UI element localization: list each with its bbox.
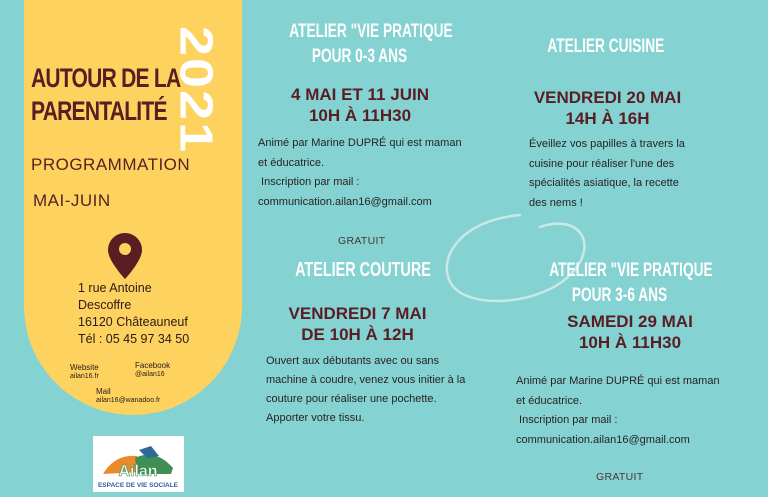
event-3-heading-line-1: ATELIER COUTURE (295, 259, 431, 281)
event-2-date (520, 87, 695, 129)
event-4-date-line-1: SAMEDI 29 MAI (567, 312, 693, 331)
event-4-date (550, 311, 710, 353)
event-4-date-line-2: 10H À 11H30 (578, 333, 682, 352)
address-line-2: Descoffre (78, 298, 132, 312)
event-1-description (258, 134, 462, 212)
facebook-contact (135, 361, 170, 379)
event-3-body-line: Apporter votre tissu. (266, 412, 365, 424)
event-3-heading (295, 258, 431, 283)
event-3-body-line: machine à coudre, venez vous initier à la (266, 374, 466, 386)
event-3-date (270, 303, 445, 345)
period-label: MAI-JUIN (33, 191, 111, 210)
event-1-price: GRATUIT (338, 235, 386, 247)
event-4-description (516, 372, 720, 450)
map-pin-icon (108, 233, 142, 284)
address-block (78, 280, 189, 348)
event-2-heading-line-1: ATELIER CUISINE (547, 36, 665, 57)
event-3-body-line: Ouvert aux débutants avec ou sans (266, 355, 440, 367)
event-1-body-line: Inscription par mail : (258, 176, 360, 188)
event-1-date-line-2: 10H À 11H30 (308, 106, 412, 125)
event-3-description (266, 352, 465, 428)
event-2-body-line: cuisine pour réaliser l'une des (529, 157, 675, 170)
event-2-body-line: Éveillez vos papilles à travers la (529, 138, 685, 150)
phone-number: Tél : 05 45 97 34 50 (78, 332, 190, 346)
website-label: Website (70, 363, 99, 372)
event-4-body-line: Animé par Marine DUPRÉ qui est maman (516, 375, 720, 387)
event-4-email-link[interactable]: communication.ailan16@gmail.com (516, 433, 690, 446)
mail-contact (96, 387, 160, 405)
event-1-heading-line-2: POUR 0-3 ANS (311, 46, 408, 67)
title-line-1: AUTOUR DE LA (31, 63, 181, 93)
address-line-1: 1 rue Antoine (78, 281, 152, 295)
event-1-date (270, 84, 450, 126)
event-2-heading (547, 34, 665, 59)
subtitle: PROGRAMMATION (31, 155, 191, 174)
event-1-date-line-1: 4 MAI ET 11 JUIN (291, 85, 429, 104)
event-4-body-line: Inscription par mail : (516, 414, 618, 426)
website-contact (70, 363, 99, 381)
event-2-body-line: spécialités asiatique, la recette (529, 177, 679, 189)
facebook-link[interactable]: @ailan16 (135, 371, 165, 378)
event-1-heading-line-1: ATELIER "VIE PRATIQUE (289, 21, 453, 42)
logo-caption: ESPACE DE VIE SOCIALE (97, 482, 179, 489)
event-1-heading (289, 19, 453, 69)
event-4-body-line: et éducatrice. (516, 394, 583, 407)
event-4-heading-line-2: POUR 3-6 ANS (571, 285, 668, 306)
event-1-email-link[interactable]: communication.ailan16@gmail.com (258, 195, 432, 208)
event-4-heading-line-1: ATELIER "VIE PRATIQUE (549, 260, 713, 281)
event-2-date-line-1: VENDREDI 20 MAI (533, 88, 682, 107)
address-line-3: 16120 Châteauneuf (78, 315, 188, 329)
event-4-heading (549, 258, 713, 308)
event-3-date-line-1: VENDREDI 7 MAI (288, 304, 427, 323)
mail-link[interactable]: ailan16@wanadoo.fr (96, 397, 161, 404)
event-3-date-line-2: DE 10H À 12H (301, 325, 414, 344)
event-1-body-line: Animé par Marine DUPRÉ qui est maman (258, 137, 462, 149)
logo-name: Ailan (118, 463, 158, 480)
website-link[interactable]: ailan16.fr (70, 373, 99, 380)
mail-label: Mail (96, 387, 111, 396)
event-4-price: GRATUIT (596, 471, 644, 483)
facebook-label: Facebook (135, 361, 171, 370)
ailan-logo (93, 436, 184, 492)
event-2-body-line: des nems ! (529, 196, 583, 209)
event-2-description (529, 135, 685, 213)
page-title (31, 62, 180, 128)
event-3-body-line: couture pour réaliser une pochette. (266, 393, 437, 405)
year-label: 2021 (170, 26, 222, 155)
event-2-date-line-2: 14H À 16H (565, 109, 650, 128)
title-line-2: PARENTALITÉ (31, 96, 167, 126)
event-1-body-line: et éducatrice. (258, 156, 325, 169)
